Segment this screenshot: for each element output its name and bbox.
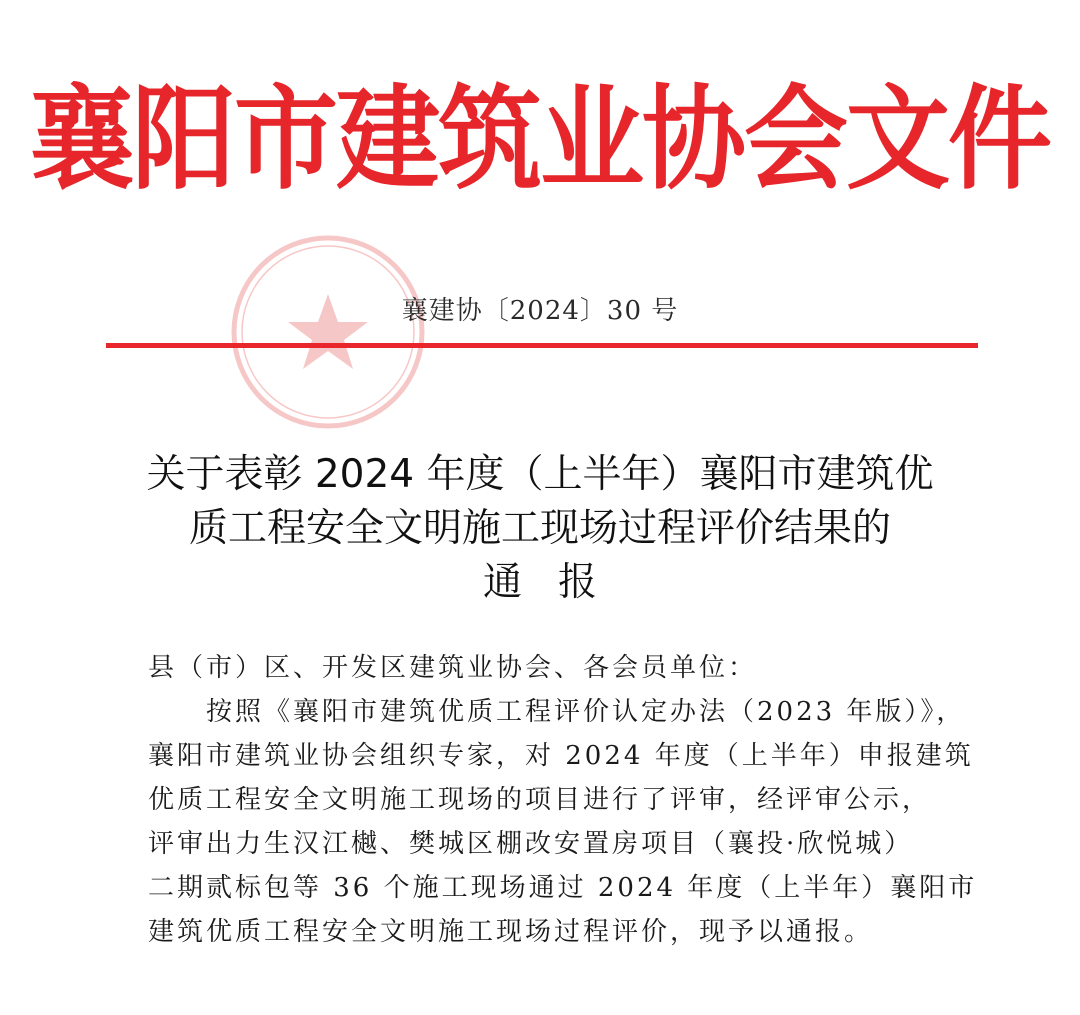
salutation: 县（市）区、开发区建筑业协会、各会员单位： [148, 653, 758, 683]
official-seal-stamp [228, 232, 428, 432]
body-line: 优质工程安全文明施工现场的项目进行了评审，经评审公示， [148, 785, 932, 815]
body-line: 建筑优质工程安全文明施工现场过程评价，现予以通报。 [148, 917, 874, 947]
body-line: 襄阳市建筑业协会组织专家，对 2024 年度（上半年）申报建筑 [148, 741, 974, 771]
red-divider-line [106, 343, 978, 348]
title-line: 质工程安全文明施工现场过程评价结果的 [188, 506, 891, 551]
document-body [148, 646, 978, 954]
body-line: 二期贰标包等 36 个施工现场通过 2024 年度（上半年）襄阳市 [148, 873, 978, 903]
title-line: 通报 [482, 560, 633, 605]
masthead-title: 襄阳市建筑业协会文件 [29, 72, 1050, 205]
body-line: 评审出力生汉江樾、樊城区棚改安置房项目（襄投·欣悦城） [148, 829, 914, 859]
body-line: 按照《襄阳市建筑优质工程评价认定办法（2023 年版）》， [206, 697, 966, 727]
document-number: 襄建协〔2024〕30 号 [401, 296, 679, 326]
title-line: 关于表彰 2024 年度（上半年）襄阳市建筑优 [146, 452, 934, 497]
notice-title [100, 448, 980, 610]
